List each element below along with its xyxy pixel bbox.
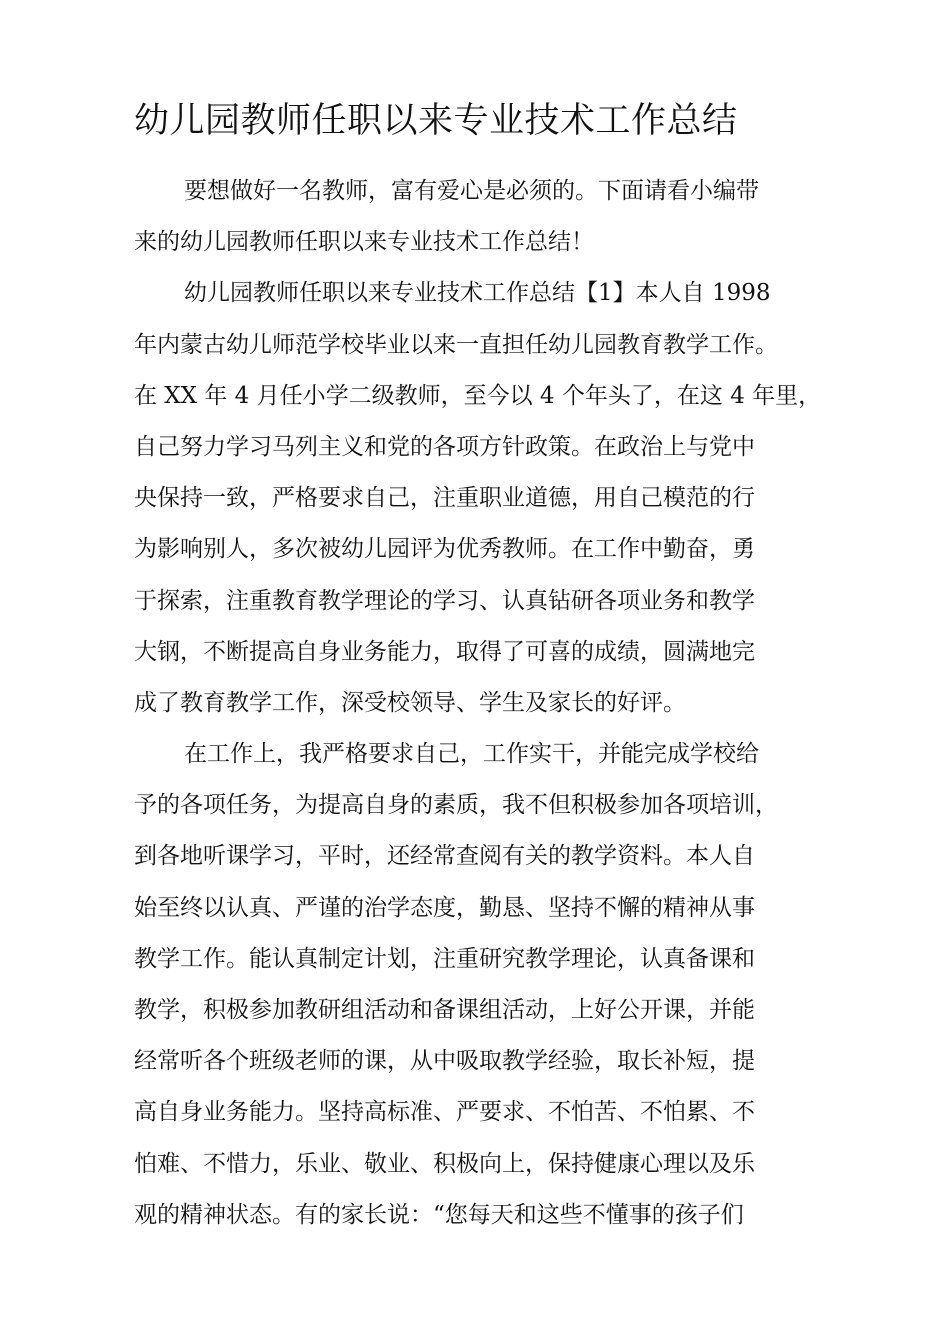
paragraph-line: 观的精神状态。有的家长说：“您每天和这些不懂事的孩子们 — [134, 1201, 744, 1228]
paragraph-line: 幼儿园教师任职以来专业技术工作总结【1】本人自 1998 — [184, 280, 771, 307]
paragraph-line: 自己努力学习马列主义和党的各项方针政策。在政治上与党中 — [134, 433, 755, 460]
paragraph-line: 于探索，注重教育教学理论的学习、认真钻研各项业务和教学 — [134, 587, 755, 614]
paragraph-line: 教学工作。能认真制定计划，注重研究教学理论，认真备课和 — [134, 945, 755, 972]
paragraph-line: 经常听各个班级老师的课，从中吸取教学经验，取长补短，提 — [134, 1048, 755, 1075]
document-title: 幼儿园教师任职以来专业技术工作总结 — [134, 101, 738, 141]
paragraph-line: 大钢，不断提高自身业务能力，取得了可喜的成绩，圆满地完 — [134, 638, 755, 665]
paragraph-line: 教学，积极参加教研组活动和备课组活动，上好公开课，并能 — [134, 997, 755, 1023]
document-body — [134, 166, 834, 1241]
paragraph-line: 要想做好一名教师，富有爱心是必须的。下面请看小编带 — [184, 178, 759, 204]
paragraph-line: 到各地听课学习，平时，还经常查阅有关的教学资料。本人自 — [134, 843, 755, 870]
paragraph-line: 高自身业务能力。坚持高标准、严要求、不怕苦、不怕累、不 — [134, 1099, 755, 1126]
paragraph-line: 年内蒙古幼儿师范学校毕业以来一直担任幼儿园教育教学工作。 — [134, 331, 778, 358]
paragraph-line: 成了教育教学工作，深受校领导、学生及家长的好评。 — [134, 689, 686, 716]
paragraph-line: 始至终以认真、严谨的治学态度，勤恳、坚持不懈的精神从事 — [134, 894, 755, 921]
paragraph-line: 在 XX 年 4 月任小学二级教师，至今以 4 个年头了，在这 4 年里， — [134, 382, 822, 409]
paragraph-line: 为影响别人，多次被幼儿园评为优秀教师。在工作中勤奋，勇 — [134, 536, 755, 563]
paragraph-line: 央保持一致，严格要求自己，注重职业道德，用自己模范的行 — [134, 485, 755, 512]
paragraph-line: 怕难、不惜力，乐业、敬业、积极向上，保持健康心理以及乐 — [134, 1150, 755, 1177]
paragraph-line: 来的幼儿园教师任职以来专业技术工作总结！ — [134, 229, 594, 256]
paragraph-line: 在工作上，我严格要求自己，工作实干，并能完成学校给 — [184, 741, 759, 768]
paragraph-line: 予的各项任务，为提高自身的素质，我不但积极参加各项培训， — [134, 792, 778, 819]
